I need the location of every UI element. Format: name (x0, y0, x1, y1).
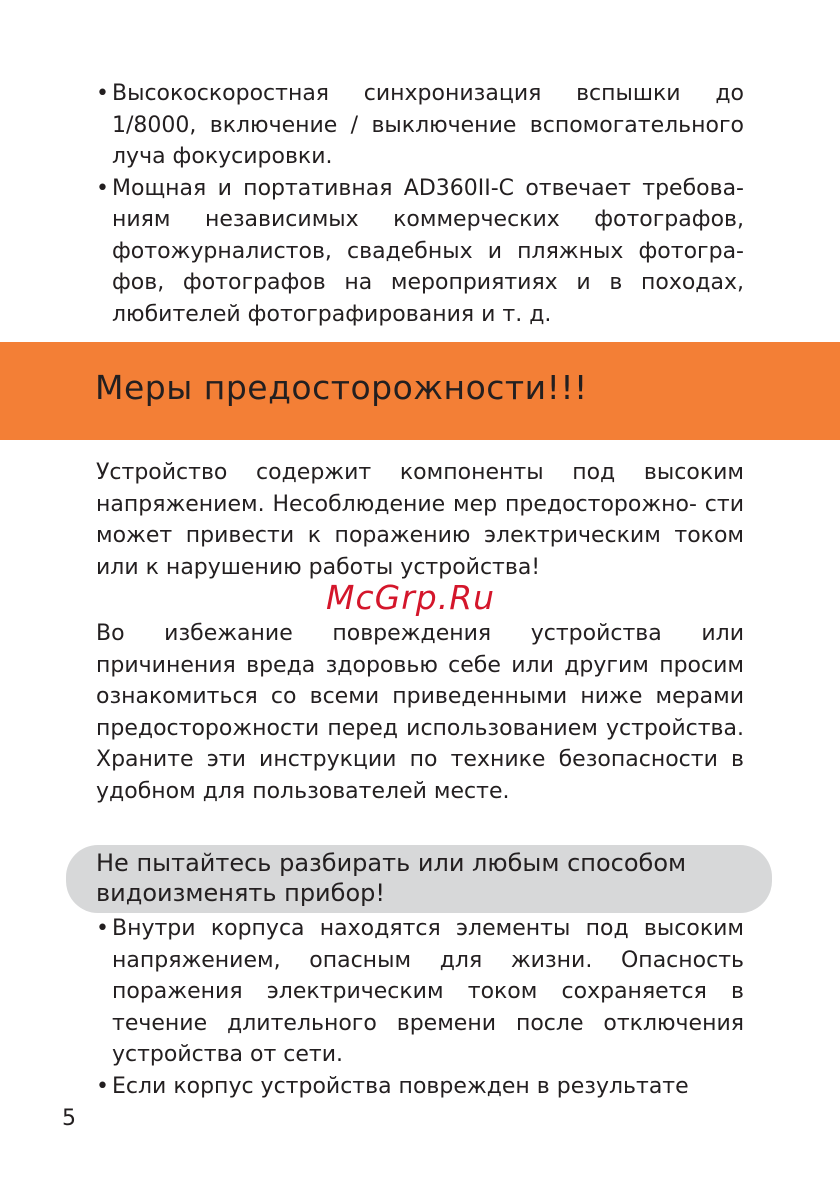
list-item (96, 173, 744, 331)
feature-list (96, 78, 744, 330)
section-header-band (0, 342, 840, 440)
safety-paragraph: Устройство содержит компоненты под высоким напряжением. Несоблюдение мер предосторожно- сти может привести к поражению электрическим током или к нарушению работы устройства! (96, 460, 744, 580)
bullet-dot: • (96, 175, 109, 201)
feature-text: Высокоскоростная синхронизация вспышки до 1/8000, включение / выключение вспомогательного луча фокусировки. (112, 81, 744, 169)
section-title: Меры предосторожности!!! (95, 368, 588, 407)
warning-text: Внутри корпуса находятся элементы под высоким напряжением, опасным для жизни. Опасность поражения электрическим током сохраняется в течение длительного времени после отключения устройства от сети. (112, 916, 744, 1067)
list-item (96, 78, 744, 173)
page-number: 5 (62, 1106, 76, 1131)
bullet-dot: • (96, 1073, 109, 1099)
safety-paragraph: Во избежание повреждения устройства или причинения вреда здоровью себе или другим просим ознакомиться со всеми приведенными ниже мерами предосторожности перед использованием устройства. Храните эти инструкции по технике безопасности в удобном для пользователей месте. (96, 621, 744, 804)
warning-list (96, 913, 744, 1102)
warning-title: Не пытайтесь разбирать или любым способом видоизменять прибор! (96, 849, 687, 907)
warning-text: Если корпус устройства поврежден в результате (112, 1073, 689, 1099)
watermark: McGrp.Ru (326, 578, 496, 617)
list-item (96, 1071, 744, 1103)
feature-text: Мощная и портативная AD360II-C отвечает требова- ниям независимых коммерческих фотографов, фотожурналистов, свадебных и пляжных фотогра- фов, фотографов на мероприятиях и в походах, любителей фотографирования и т. д. (112, 175, 744, 327)
bullet-dot: • (96, 916, 109, 941)
list-item (96, 913, 744, 1071)
bullet-dot: • (96, 81, 109, 106)
